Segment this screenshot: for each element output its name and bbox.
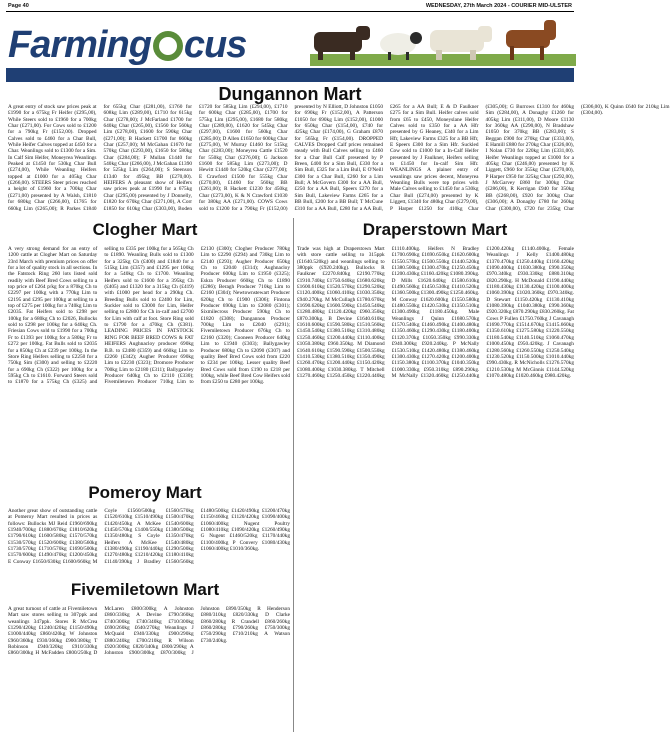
section-body-pomeroy: Another great show of outstanding cattle at Pomeroy Mart resulted in prices as follows: Bullocks MJ Reid £1960/690kg £1940/700kg £1880/670kg £1810/620kg £1790/610kg £1600/580kg £1570/570kg £1530/570kg £1520/600kg £1380/560kg £1730/570kg £1710/570kg £1690/500kg £1570/600kg £1490/470kg £1200/450kg E Conway £1650/630kg £1600/660kg M Coyle £1560/500kg £1560/570kg £1520/610kg £1510/490kg £1500/470kg £1420/450kg A McKee £1540/600kg £1450/570kg £1400/550kg £1380/500kg £1350/480kg S Coyle £1350/470kg Heifers A McKee £1540/480kg £1380/490kg £1190/440kg £1290/500kg £1270/480kg £1210/420kg £1180/410kg £1140/390kg J Bradley £1560/560kg £1480/500kg £1420/490kg £1200/470kg £1150/460kg £1120/420kg £1090/400kg £1060/400kg Nugent Poultry £1080/410kg £1090/420kg £1260/490kg G Nugent £1460/520kg £1170/440kg £1100/400kg P Convery £1080/430kg £1060/400kg £1010/360kg. — [8, 508, 290, 565]
section-body-dungannon: A great entry of stock saw prices peak at £1990 for a 675kg Fr Heifer (£295,00), While Steers sold to £1960 for a 700kg Char (£271,00). For Cows sold to £1200 for a 790kg Fr (£152,00). Dropped Calves sold to £460 for a Char Bull, While Heifer Calves topped at £450 for a Char. Weanlings sold to £1300 for a Sim. In Calf Sim Heifer, Moneyrea Weanlings Peaked at £1450 for 530kg Char Bull (£274,00), While Weanling Heifers topped at £1000 for a 405kg Char (£266,00). STEERS Steer prices reached a height of £1960 for a 700kg Char (£271,00) presented by A Walsh, £1810 for 680kg Char (£266,00), £1765 for 660kg Lim (£265,00); R Parkes £1840 for 655kg Char (£281,00), £1760 for 608kg Lim (£289,00), £1710 for 615kg Char (£278,00); J McFarland £1700 for 640kg Char (£265,00), £1560 for 560kg Lim (£278,00), £1600 for 590kg Char (£271,00); B Hackett £1700 for 660kg Char (£257,00); M McGahan £1670 for 570kg Char (£293,00), £1650 for 580kg Char (£284,00); F Mullan £1440 for 540kg Char (£266,00), J McGahan £1390 for 525kg Lim (£264,00); S Steenson £1340 for 495kg BB (£270,00). HEIFERS A pleasant show of Heifers saw prices peak at £1990 for a 675kg Char (£295,00) presented by J Donnelly, £1820 for 670kg Char (£271,00), A Corr £1850 for 610kg Char (£303,00), Boden £1720 for 585kg Lim (£294,00), £1710 for 600kg Char (£285,00), £1700 for 575kg Lim (£295,00), £1680 for 580kg Char (£289,00), £1620 for 545kg Char (£297,00), £1600 for 560kg Char (£285,00); D Allen £1650 for 600kg Char (£275,00), W Murray £1460 for 515kg Char (£283,00); Moneyrea Cattle £1520 for 550kg Char (£276,00); G Jackson £1600 for 585kg Lim (£273,00); D Hewitt £1440 for 520kg Char (£277,00); E Crawford £1500 for 555kg Char (£270,00), £1460 for 560kg BB (£261,00); R Hackett £1230 for 450kg Char (£273,00), K & N Crawford £1030 for 380kg AA (£271,00). COWS Cows sold to £1200 for a 790kg Fr (£152,00) presented by N Elliott, D Johnston £1050 for 690kg Fr (£152,00), A Patterson £1050 for 690kg Lim (£152,00), £1000 for 650kg Char (£154,00), £740 for 425kg Char (£174,00), G Graham £870 for 565kg Fr (£154,00). DROPPED CALVES Dropped Calf prices remained steady with Bull Calves selling to £460 for a Char Bull Calf presented by P Breen, £400 for a Sim Bull, £330 for a Sim Bull, £325 for a Lim Bull, E O'Neill £300 for a Char Bull, £260 for a Lim Bull; A McGovern £300 for a AA Bull, £250 for a AA Bull, Speers £270 for a Sim Bull, Lakeview Farms £265 for a BB Bull, £200 for a BB Bull; T McCune £310 for a AA Bull, £280 for a AA Bull, £265 for a AA Bull; E & D Faulkner £275 for a Sim Bull. Heifer calves sold from £65 to £450, Moneyslane Heifer Calves sold to £350 for a AA Hfr presented by G Heaney, £340 for a Lim Hfr, Lakeview Farms £325 for a BB Hfr, E Speers £300 for a Sim Hfr. Suckled Cow sold to £1000 for a In-Calf Heifer presented by J Faulkner, Heifers selling to £1450 for In-calf Sim Hfr. WEANLINGS A plainer entry of weanlings saw prices decent, Moneyrea Weanling Bulls were top prices with Male Calves selling to £1450 for a 530kg Char Bull (£274,00) presented by K Liggett, £1340 for 480kg Char (£279,00), P Harper £1250 for 410kg Char (£305,00); G Burrows £1310 for 460kg Sim (£284,00), A Donaghy £1260 for 405kg Lim (£311,00), D Moore £1130 for 360kg AA (£290,00), N Bradshaw £1050 for 370kg BB (£283,00); S Beggan £900 for 270kg Char (£333,00), E Hamill £880 for 270kg Char (£326,00), I Nolan £730 for 220kg Lim (£331,00). Heifer Weanlings topped at £1000 for a 405kg Char (£246,00) presented by K Liggett, £960 for 355kg Char (£270,00), P Harper £950 for 325kg Char (£292,00), J McGarvey £860 for 300kg Char (£286,00), R Kerrigan £940 for 350kg BB (£268,00), £920 for 300kg Char (£306,00); A Donaghy £780 for 260kg Char (£300,00), £720 for 235kg Char (£306,00), K Quinn £640 for 210kg Lim (£304,00). — [8, 104, 670, 212]
section-title-draperstown: Draperstown Mart — [362, 220, 508, 239]
section-title-fivemiletown: Fivemiletown Mart — [70, 580, 220, 599]
section-title-pomeroy: Pomeroy Mart — [88, 483, 202, 502]
section-body-draperstown: Trade was high at Draperstown Mart with store cattle selling to 315ppk (£1640.520kg) and weanlings selling to 380ppk (£920.240kg). Bullocks R Faulkner £2270.840kg £2190.770kg £1910.740kg £1750.640kg £1680.620kg £1600.610kg £1520.570kg £1290.520kg £1120.400kg £1060.410kg £1030.350kg £940.270kg. M McCullagh £1780.670kg £1690.620kg £1600.590kg £1450.540kg £1280.480kg £1120.420kg £960.350kg £870.300kg. B Devine £1640.610kg £1610.600kg £1590.580kg £1510.560kg £1450.540kg £1380.510kg £1310.480kg £1250.460kg £1200.440kg £1110.400kg £1050.380kg £960.350kg. M Diamond £1640.610kg £1590.590kg £1500.550kg £1410.530kg £1380.510kg £1350.490kg £1260.470kg £1200.440kg £1150.420kg £1080.400kg £1030.380kg. T Mitchell £1270.460kg £1250.450kg £1220.440kg £1110.400kg. Heifers N Bradley £1700.690kg £1690.650kg £1620.600kg £1550.570kg £1500.550kg £1440.520kg £1380.500kg £1300.470kg £1250.450kg £1200.430kg £1160.420kg £1080.390kg. D Mills £1620.640kg £1580.610kg £1490.560kg £1450.530kg £1410.520kg £1360.500kg £1300.490kg £1250.460kg. M Conway £1620.600kg £1550.580kg £1480.550kg £1420.530kg £1350.510kg £1300.490kg £1180.450kg. Male Weanlings J Quinn £1680.570kg £1570.540kg £1460.490kg £1400.480kg £1350.460kg £1290.430kg £1180.400kg £1120.370kg £1050.350kg £990.330kg £940.300kg £920.240kg. P McNally £1530.510kg £1420.480kg £1380.460kg £1300.430kg £1270.420kg £1200.400kg £1150.380kg £1100.370kg £1040.350kg £1000.330kg £950.310kg £890.290kg. M McNally £1320.460kg £1250.440kg £1200.420kg £1140.400kg. Female Weanlings J Kelly £1400.480kg £1370.470kg £1250.440kg £1160.420kg £1090.400kg £1030.380kg £990.350kg £970.340kg £930.330kg £880.310kg £820.290kg. H McDonald £1190.440kg £1180.430kg £1130.420kg £1100.400kg £1060.390kg £1020.360kg £970.340kg. D Stewart £1150.420kg £1130.410kg £1080.390kg £1040.380kg £990.360kg £920.320kg £870.290kg £830.260kg. Fat Cows P Fullen £1750.760kg J Cavanagh £1690.770kg £1514.670kg £1415.660kg £1350.610kg £1275.580kg £1220.550kg £1180.540kg £1140.510kg £1060.470kg £1000.450kg £950.420kg. J Cavanagh £1280.560kg £1260.550kg £1250.540kg £1230.520kg £1150.500kg £1010.440kg £990.430kg. R McNicholls £1276.570kg £1210.530kg M McGinnis £1144.520kg £1070.480kg £1020.460kg £980.420kg. — [297, 246, 574, 379]
page-number: Page 40 — [8, 3, 29, 9]
section-wordmark — [8, 18, 246, 64]
wordmark-cus: cus — [183, 24, 247, 66]
section-title-dungannon: Dungannon Mart — [218, 84, 362, 104]
farm-animals-icon — [310, 16, 576, 66]
page-header — [0, 0, 580, 12]
column-divider — [293, 218, 294, 732]
wordmark-farming: Farming — [8, 24, 151, 66]
section-banner-dungannon — [6, 68, 574, 82]
section-body-fivemiletown: A great turnout of cattle at Fivemiletown Mart saw stores selling to 307ppk and weanlings 347ppk. Stores R McCrea £1290/420kg £1240/420kg £1150/490kg £1000/440kg £860/420kg W Johnston £960/360kg £930/360kg £900/380kg T Robinson £940/320kg £910/330kg £860/300kg H McFadden £800/250kg D McLaren £800/300kg A Johnston £860/330kg A Devine £790/360kg £740/300kg £740/340kg £710/300kg £690/260kg £640/270kg Weanlings J McQuaid £940/330kg £900/290kg £880/240kg £700/210kg R Wilson £920/300kg £820/340kg £800/290kg A Johnston £900/300kg £870/300kg J Johnston £890/350kg R Henderson £880/310kg £820/330kg D Clarke £860/280kg R Crandell £860/260kg £860/280kg £790/260kg £750/300kg £750/290kg £710/210kg A Watson £730/240kg. — [8, 606, 290, 657]
section-title-clogher: Clogher Mart — [92, 220, 198, 239]
masthead — [0, 12, 580, 68]
section-body-clogher: A very strong demand for an entry of 1200 cattle at Clogher Mart on Saturday 23rd March with premium prices on offer for a lot of quality stock in all sections. In the Fatstock Ring 260 lots listed sold readily with Beef Bred Cows selling to a top price of £264 p/kg for a 870kg Ch to £2297 per 100kg with a 770kg Lim to £2195 and £295 per 100kg at selling to a top of £275 per 100kg for a 740kg Lim to £2035. Fat Heifers sold to £298 per 100kg for a 680kg Ch to £2026, Bullocks sold to £298 per 100kg for a 640kg Ch. Friesian Cows sold to £1990 for a 700kg Fr to £1393 per 100kg for a 580kg Fr to £272 per 100kg. Fat Bulls sold to £2035 for a 850kg Ch at £239 per 100kg. In the Store Ring Heifers selling to £2250 for a 750kg Sim (£300) and selling to £2220 for a 690kg Ch (£322) per 100kg for a 595kg Ch to £1610. Forward Steers sold to £1870 for a 575kg Ch (£325) and selling to £335 per 100kg for a 565kg Ch to £1890. Weanling Bulls sold to £1300 for a 325kg Ch (£400) and £1840 for a 515kg Lim (£357) and £1295 per 100kg for a 540kg Ch to £1700. Weanling Heifers sold to £1600 for a 395kg Ch (£405) and £1320 for a 315kg Ch (£419) with £1000 per head for a 290kg Ch. Breeding Bulls sold to £2400 for Lim, Suckler sold to £3000 for Lim, Heifer selling to £2800 for Ch in-calf and £2700 for Lim with calf at foot. Store Ring sold to £1790 for a 470kg Ch (£381). LEADING PRICES IN FATSTOCK RING FOR BEEF BRED COWS & FAT HEIFERS Aughnacloy producer 690kg B.B. to £2480 (£359) and 660kg Lim to £2260 (£342); Augher Producer 690kg Lim to £2230 (£323); Dromore Producer 700kg Lim to £2180 (£311); Ballygawley Producer 640kg Ch to £2110 (£330); Fivemiletown Producer 710kg Lim to £2130 (£300); Clogher Producer 780kg Lim to £2290 (£294) and 730kg Lim to £2140 (£293); Augher Producer 650kg Ch to £2040 (£314); Aughnacloy Producer 600kg Lim to £1950 (£325); Eskra Producer 660kg Ch to £1890 (£286); Beragh Producer 710kg Lim to £2160 (£304); Newtownstewart Producer 620kg Ch to £1900 (£306); Fintona Producer 690kg Lim to £2080 (£301); Sixmilecross Producer 590kg Ch to £1820 (£308); Dungannon Producer 700kg Lim to £2040 (£291); Fivemiletown Producer 676kg Ch to £2160 (£320); Cooneen Producer 640kg Lim to £1940 (£303); Ballygawley Producer 680kg Ch to £2090 (£307) and quality Beef Bred Cows sold from £220 to £234 per 100kg. Lesser quality Beef Bred Cows sold from £190 to £218 per 100kg, while Beef Bred Cow Heifers sold from £250 to £280 per 100kg. — [8, 246, 290, 386]
issue-date-line: WEDNESDAY, 27th March 2024 - COURIER MID-ULSTER — [425, 3, 572, 9]
wordmark-o-ring — [153, 31, 183, 61]
